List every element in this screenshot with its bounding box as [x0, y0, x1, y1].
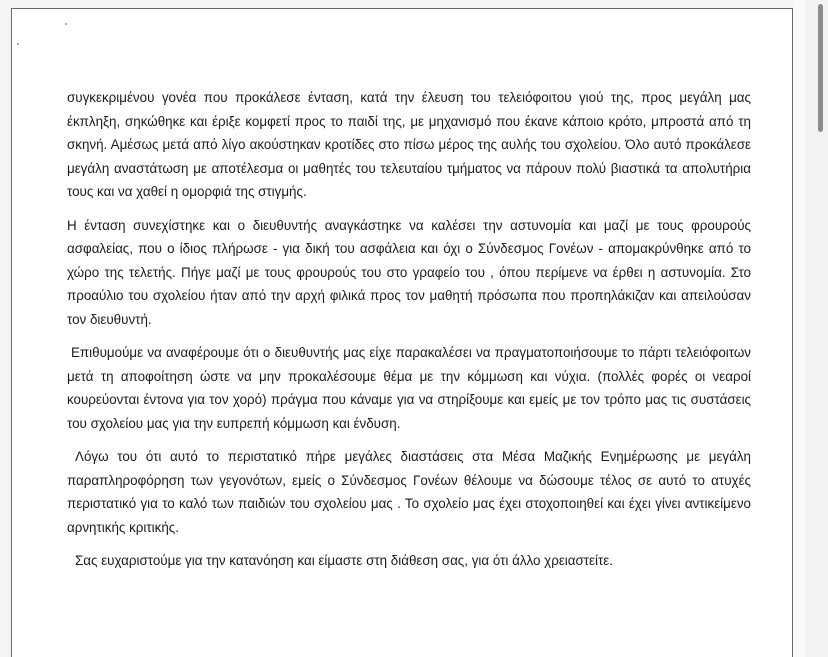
scrollbar-thumb[interactable] — [818, 4, 823, 132]
scrollbar[interactable] — [806, 0, 828, 657]
page-margin — [793, 0, 806, 657]
paragraph: Η ένταση συνεχίστηκε και ο διευθυντής αναγκάστηκε να καλέσει την αστυνομία και μαζί με τους φρουρούς ασφαλείας, που ο ίδιος πλήρωσε - για δική του ασφάλεια και όχι ο Σύνδεσμος Γονέων - απομακρύνθηκε από το χώρο της τελετής. Πήγε μαζί με τους φρουρούς του στο γραφείο του , όπου περίμενε να έρθει η αστυνομία. Στο προαύλιο του σχολείου ήταν από την αρχή φιλικά προς τον μαθητή πρόσωπα που προπηλάκιζαν και απειλούσαν τον διευθυντή. — [67, 217, 751, 327]
scan-speck — [17, 43, 19, 45]
paragraph: Επιθυμούμε να αναφέρουμε ότι ο διευθυντής μας είχε παρακαλέσει να πραγματοποιήσουμε το πάρτι τελειόφοιτων μετά τη αποφοίτηση ώστε να μην προκαλέσουμε θέμα με την κόμμωση και νύχια. (πολλές φορές οι νεαροί κουρεύονται έντονα για τον χορό) πράγμα που κάναμε για να στηρίξουμε και εμείς με τον τρόπο μας τις συστάσεις του σχολείου μας για την ευπρεπή κόμμωση και ένδυση. — [67, 345, 751, 431]
paragraph: Σας ευχαριστούμε για την κατανόηση και είμαστε στη διάθεση σας, για ότι άλλο χρειαστείτε. — [75, 553, 613, 568]
scan-speck — [65, 23, 67, 25]
letter-body — [67, 86, 751, 583]
document-page — [11, 8, 793, 657]
paragraph: συγκεκριμένου γονέα που προκάλεσε ένταση, κατά την έλευση του τελειόφοιτου γιού της, προς μεγάλη μας έκπληξη, σηκώθηκε και έριξε κομφετί προς το παιδί της, με μηχανισμό που έκανε κάποιο κρότο, μπροστά από τη σκηνή. Αμέσως μετά από λίγο ακούστηκαν κροτίδες στο πίσω μέρος της αυλής του σχολείου. Όλο αυτό προκάλεσε μεγάλη αναστάτωση με αποτέλεσμα οι μαθητές του τελευταίου τμήματος να πάρουν πολύ βιαστικά τα απολυτήρια τους και να χαθεί η ομορφιά της στιγμής. — [67, 90, 751, 199]
paragraph: Λόγω του ότι αυτό το περιστατικό πήρε μεγάλες διαστάσεις στα Μέσα Μαζικής Ενημέρωσης με μεγάλη παραπληροφόρηση των γεγονότων, εμείς ο Σύνδεσμος Γονέων θέλουμε να δώσουμε τέλος σε αυτό το ατυχές περιστατικό για το καλό των παιδιών του σχολείου μας . Το σχολείο μας έχει στοχοποιηθεί και έχει γίνει αντικείμενο αρνητικής κριτικής. — [67, 449, 751, 535]
